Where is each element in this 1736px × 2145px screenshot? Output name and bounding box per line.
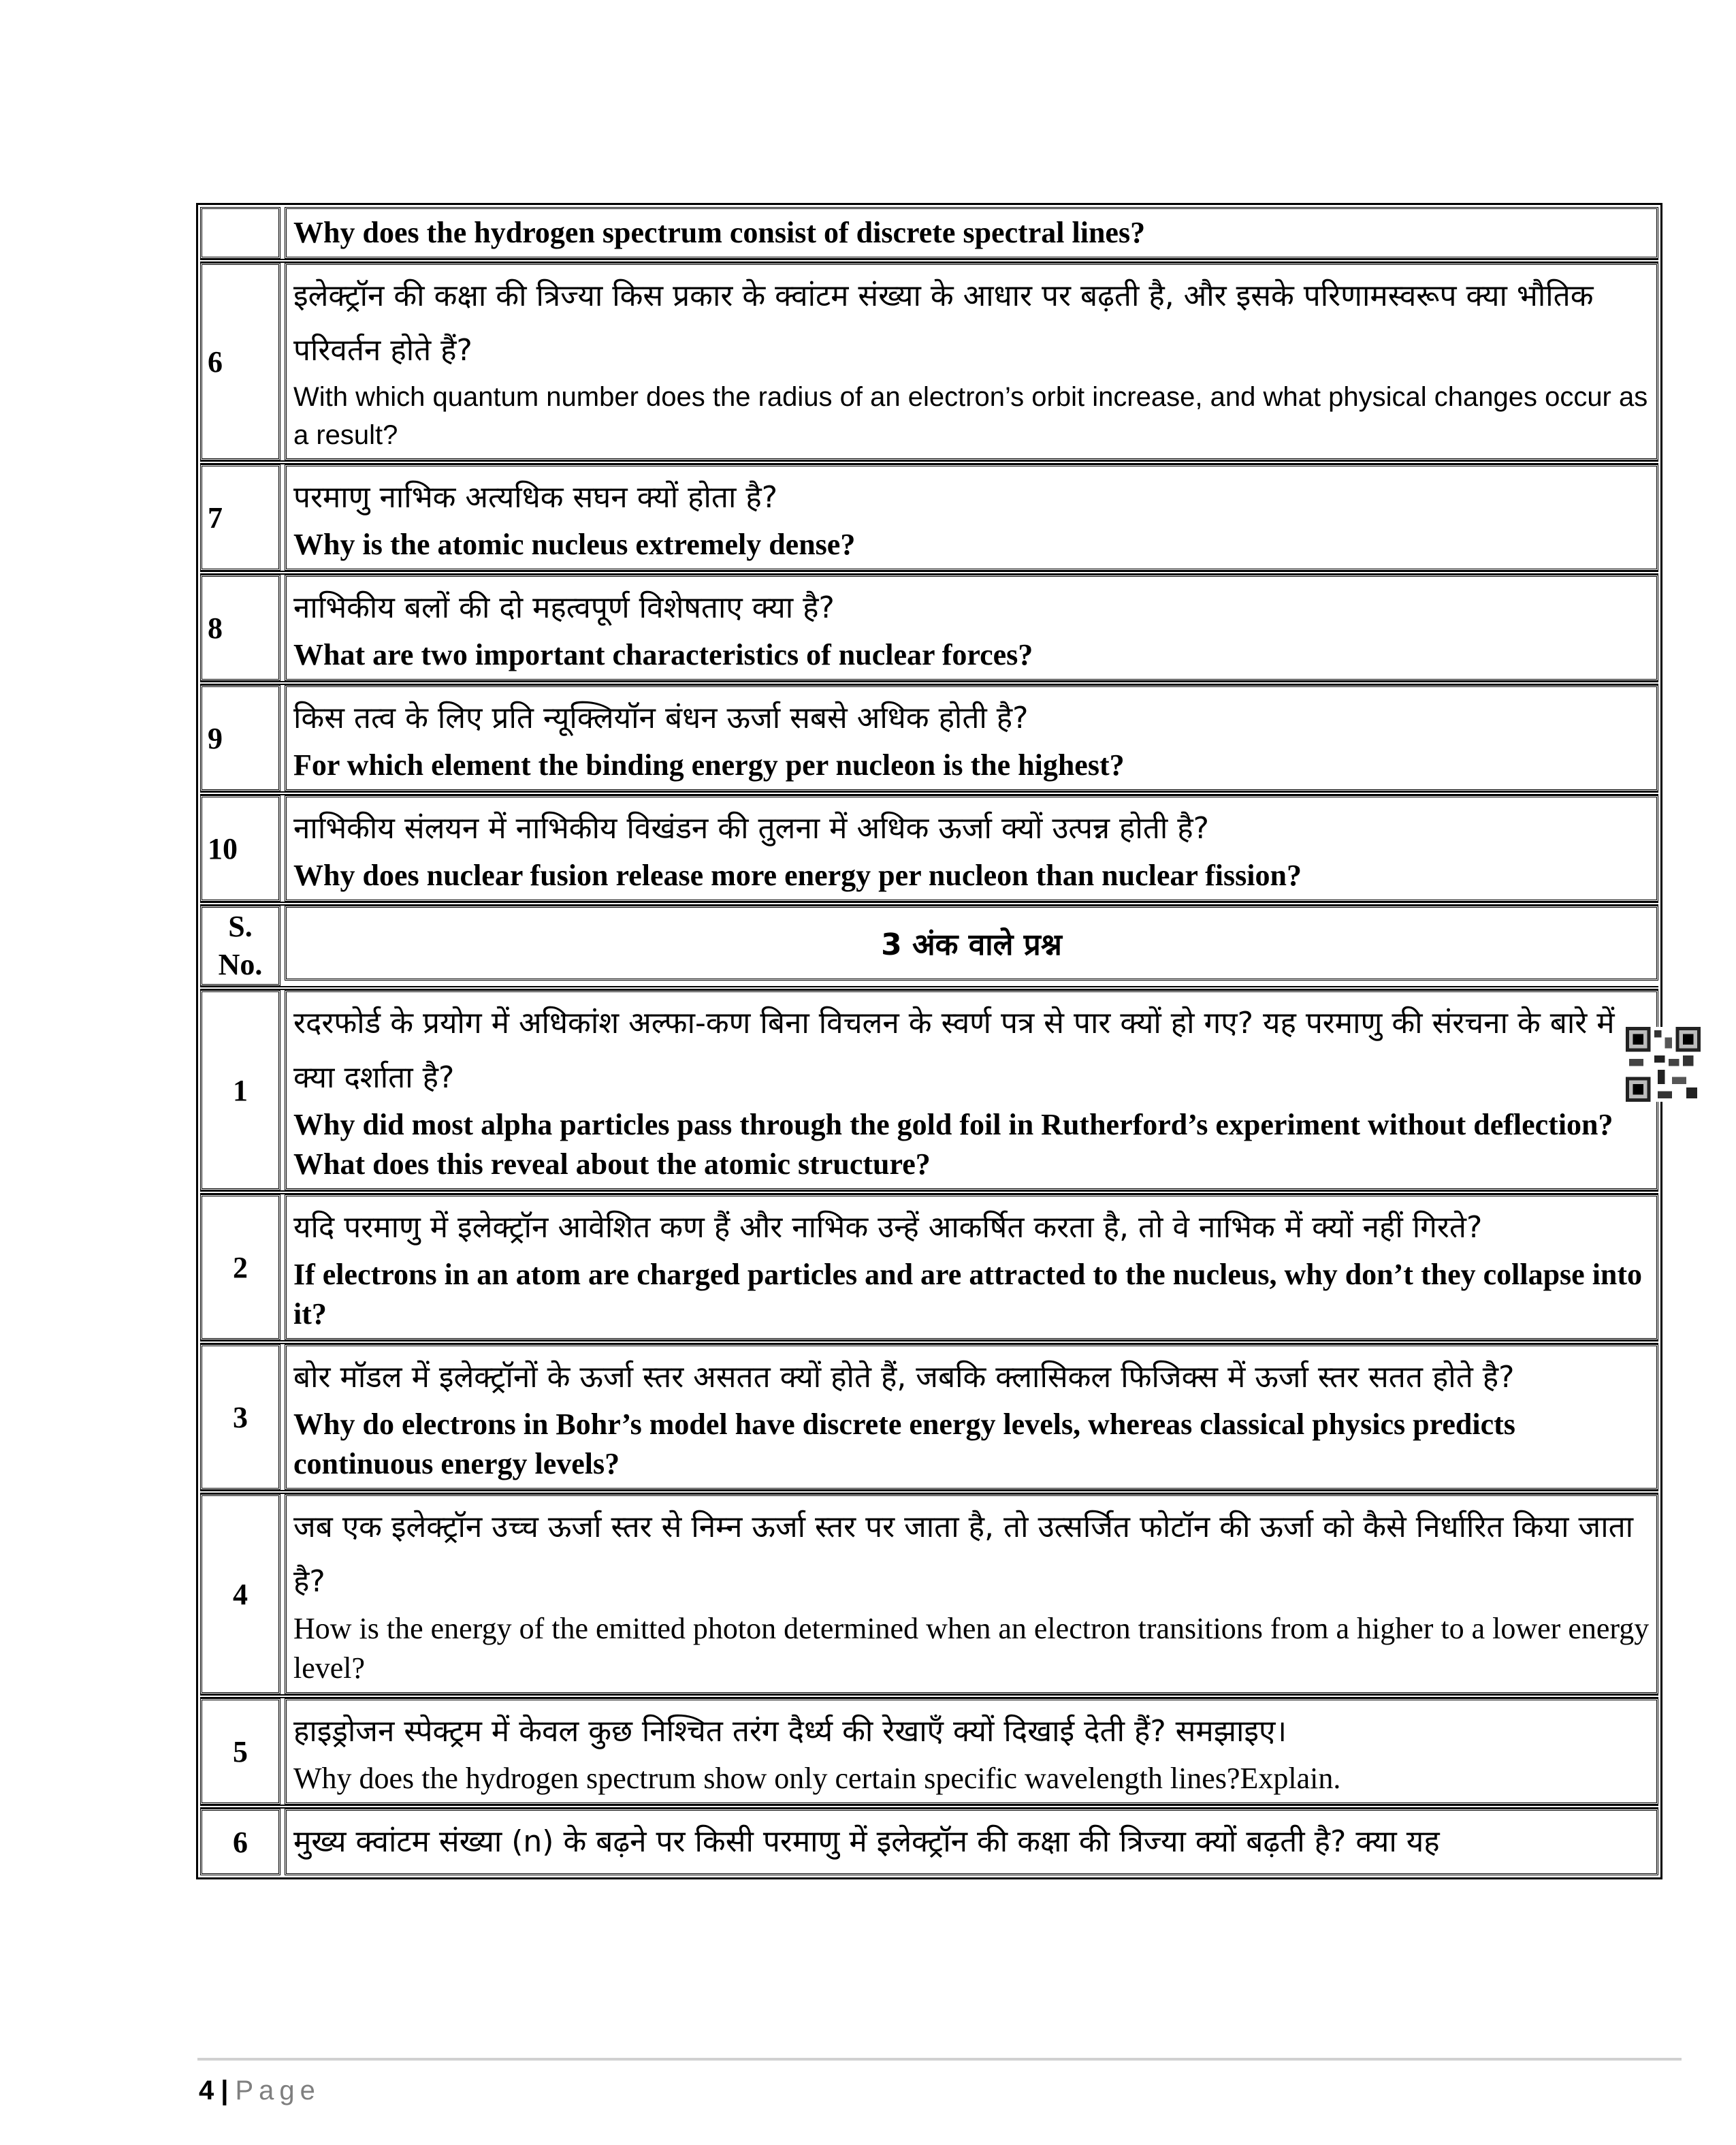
- question-hindi: इलेक्ट्रॉन की कक्षा की त्रिज्या किस प्रकार के क्वांटम संख्या के आधार पर बढ़ती है, और इसके परिणामस्वरूप क्या भौतिक परिवर्तन होते हैं?: [293, 279, 1594, 368]
- sno-line2: No.: [218, 948, 263, 981]
- question-english: Why is the atomic nucleus extremely dense?: [293, 528, 856, 561]
- section-title: 3 अंक वाले प्रश्न: [285, 906, 1658, 981]
- page-label: Page: [235, 2076, 321, 2106]
- question-row: [200, 1694, 1658, 1805]
- question-english: What are two important characteristics of nuclear forces?: [293, 638, 1033, 671]
- question-cell: [285, 1494, 1658, 1694]
- sno-header: [200, 906, 280, 986]
- question-row: [200, 207, 1658, 259]
- question-english: If electrons in an atom are charged particles and are attracted to the nucleus, why don’t they collapse into it?: [293, 1258, 1643, 1331]
- question-english: Why does the hydrogen spectrum show only certain specific wavelength lines?Explain.: [293, 1762, 1341, 1795]
- question-cell: [285, 207, 1658, 259]
- question-number: 7: [200, 464, 280, 571]
- question-hindi: रदरफोर्ड के प्रयोग में अधिकांश अल्फा-कण बिना विचलन के स्वर्ण पत्र से पार क्यों हो गए? यह परमाणु की संरचना के बारे में क्या दर्शाता है?: [293, 1006, 1615, 1095]
- question-english: Why did most alpha particles pass through the gold foil in Rutherford’s experiment without deflection? What does this reveal about the atomic structure?: [293, 1108, 1613, 1181]
- questions-table: [196, 203, 1662, 1879]
- question-cell: [285, 795, 1658, 902]
- question-row: [200, 1805, 1658, 1875]
- question-row: [200, 791, 1658, 902]
- question-cell: [285, 1344, 1658, 1490]
- question-cell: [285, 1809, 1658, 1875]
- question-english: How is the energy of the emitted photon determined when an electron transitions from a higher to a lower energy level?: [293, 1612, 1650, 1685]
- question-row: [200, 1490, 1658, 1694]
- question-cell: [285, 990, 1658, 1190]
- question-number: [200, 207, 280, 259]
- question-row: [200, 1340, 1658, 1490]
- page-number: 4: [199, 2076, 214, 2106]
- question-row: [200, 681, 1658, 791]
- question-number: 3: [200, 1344, 280, 1490]
- footer-separator: |: [221, 2076, 229, 2106]
- question-number: 1: [200, 990, 280, 1190]
- question-hindi: मुख्य क्वांटम संख्या (n) के बढ़ने पर किसी परमाणु में इलेक्ट्रॉन की कक्षा की त्रिज्या क्यों बढ़ती है? क्या यह: [293, 1824, 1440, 1859]
- question-row: [200, 571, 1658, 681]
- question-cell: [285, 685, 1658, 791]
- question-hindi: नाभिकीय संलयन में नाभिकीय विखंडन की तुलना में अधिक ऊर्जा क्यों उत्पन्न होती है?: [293, 811, 1209, 846]
- question-hindi: किस तत्व के लिए प्रति न्यूक्लियॉन बंधन ऊर्जा सबसे अधिक होती है?: [293, 701, 1029, 735]
- question-row: [200, 259, 1658, 460]
- question-row: [200, 1190, 1658, 1340]
- question-cell: [285, 464, 1658, 571]
- question-number: 8: [200, 575, 280, 681]
- question-cell: [285, 263, 1658, 460]
- question-cell: [285, 1698, 1658, 1805]
- question-row: [200, 986, 1658, 1190]
- qr-code-icon[interactable]: [1626, 1027, 1701, 1102]
- question-hindi: नाभिकीय बलों की दो महत्वपूर्ण विशेषताए क्या है?: [293, 590, 835, 625]
- question-number: 6: [200, 1809, 280, 1875]
- question-english: Why do electrons in Bohr’s model have discrete energy levels, whereas classical physics predicts continuous energy levels?: [293, 1408, 1515, 1480]
- question-hindi: परमाणु नाभिक अत्यधिक सघन क्यों होता है?: [293, 480, 778, 515]
- question-row: [200, 460, 1658, 571]
- question-number: 2: [200, 1194, 280, 1340]
- page-footer: [199, 2076, 321, 2106]
- question-hindi: जब एक इलेक्ट्रॉन उच्च ऊर्जा स्तर से निम्न ऊर्जा स्तर पर जाता है, तो उत्सर्जित फोटॉन की ऊर्जा को कैसे निर्धारित किया जाता है?: [293, 1510, 1634, 1599]
- question-hindi: हाइड्रोजन स्पेक्ट्रम में केवल कुछ निश्चित तरंग दैर्ध्य की रेखाएँ क्यों दिखाई देती हैं? समझाइए।: [293, 1714, 1287, 1749]
- question-number: 5: [200, 1698, 280, 1805]
- question-hindi: यदि परमाणु में इलेक्ट्रॉन आवेशित कण हैं और नाभिक उन्हें आकर्षित करता है, तो वे नाभिक में क्यों नहीं गिरते?: [293, 1210, 1483, 1245]
- question-cell: [285, 575, 1658, 681]
- sno-line1: S.: [228, 910, 253, 943]
- question-number: 10: [200, 795, 280, 902]
- question-number: 9: [200, 685, 280, 791]
- question-english: Why does the hydrogen spectrum consist of discrete spectral lines?: [293, 216, 1146, 249]
- section-header-row: [200, 902, 1658, 986]
- question-number: 6: [200, 263, 280, 460]
- question-hindi: बोर मॉडल में इलेक्ट्रॉनों के ऊर्जा स्तर असतत क्यों होते हैं, जबकि क्लासिकल फिजिक्स में ऊर्जा स्तर सतत होते है?: [293, 1360, 1515, 1395]
- footer-divider: [197, 2058, 1682, 2061]
- question-cell: [285, 1194, 1658, 1340]
- question-english: For which element the binding energy per nucleon is the highest?: [293, 748, 1125, 782]
- question-english: Why does nuclear fusion release more energy per nucleon than nuclear fission?: [293, 859, 1302, 892]
- question-number: 4: [200, 1494, 280, 1694]
- question-english: With which quantum number does the radius of an electron’s orbit increase, and what physical changes occur as a result?: [293, 382, 1648, 450]
